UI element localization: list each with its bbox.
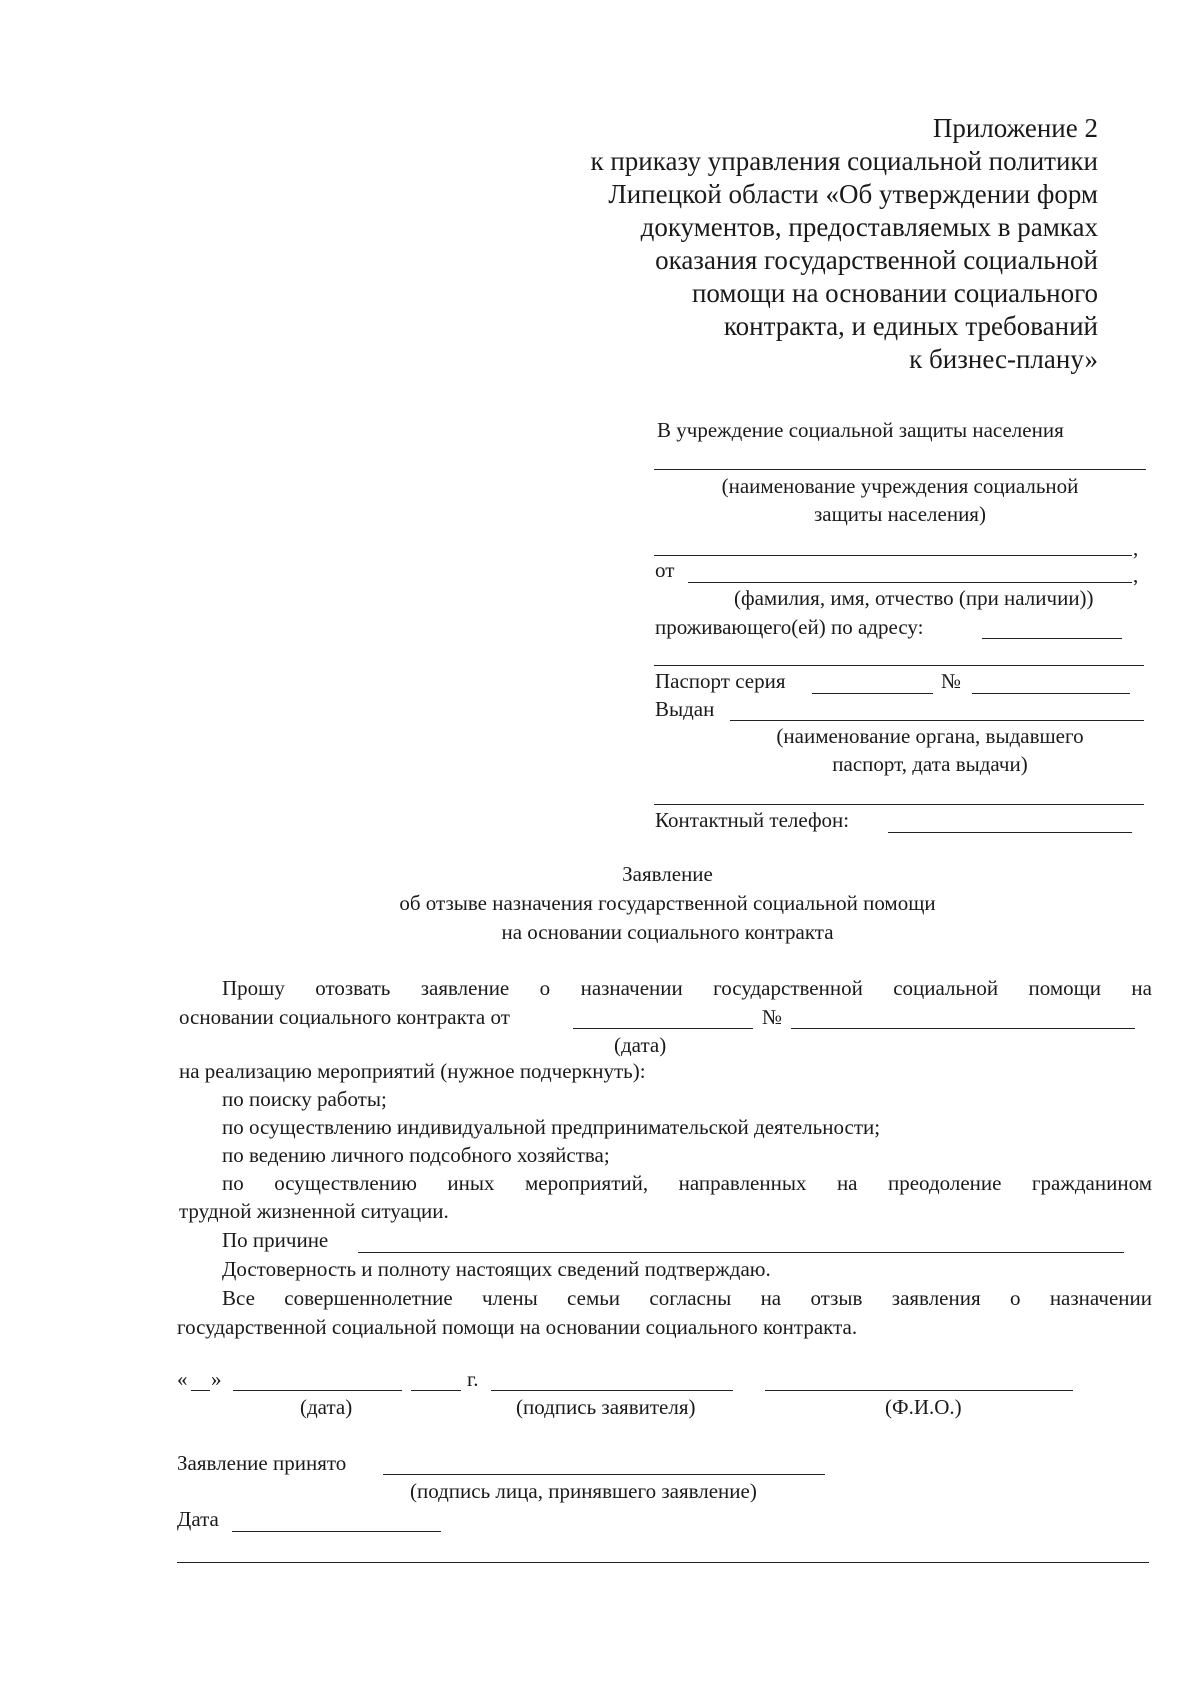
appendix-line-5: оказания государственной социальной	[655, 245, 1098, 275]
contract-number-field[interactable]	[791, 1028, 1135, 1029]
measure-other-line-2: трудной жизненной ситуации.	[179, 1199, 449, 1223]
measure-other-line-1: по осуществлению иных мероприятий, направленных на преодоление гражданином	[222, 1171, 1152, 1195]
comma-1: ,	[1133, 536, 1139, 560]
passport-number-field[interactable]	[972, 693, 1130, 694]
issued-label: Выдан	[655, 697, 715, 721]
address-field-2[interactable]	[654, 665, 1144, 666]
measure-entrepreneurship: по осуществлению индивидуальной предпринимательской деятельности;	[222, 1115, 881, 1139]
title-line-2: об отзыве назначения государственной социальной помощи	[399, 891, 936, 915]
passport-series-field[interactable]	[812, 693, 933, 694]
measure-job-search: по поиску работы;	[222, 1087, 387, 1111]
appendix-line-1: Приложение 2	[932, 113, 1098, 143]
cut-line-divider	[177, 1562, 1149, 1563]
family-consent-line-2: государственной социальной помощи на основании социального контракта.	[177, 1315, 858, 1339]
phone-field[interactable]	[888, 832, 1132, 833]
appendix-line-8: к бизнес-плану»	[909, 344, 1098, 374]
contract-date-hint: (дата)	[614, 1033, 667, 1057]
accepted-hint: (подпись лица, принявшего заявление)	[410, 1479, 757, 1503]
acceptance-date-label: Дата	[177, 1507, 219, 1531]
quote-open: «	[177, 1367, 188, 1391]
request-line-1: Прошу отозвать заявление о назначении государственной социальной помощи на	[222, 976, 1152, 1000]
appendix-line-2: к приказу управления социальной политики	[590, 146, 1098, 176]
address-field-1[interactable]	[982, 638, 1122, 639]
issuer-hint-1: (наименование органа, выдавшего	[776, 724, 1084, 748]
day-field[interactable]	[191, 1390, 210, 1391]
applicant-extra-field[interactable]	[654, 555, 1132, 556]
appendix-line-7: контракта, и единых требований	[723, 311, 1098, 341]
request-line-2: основании социального контракта от	[179, 1005, 510, 1029]
reason-field[interactable]	[358, 1252, 1124, 1253]
sign-signature-hint: (подпись заявителя)	[516, 1395, 696, 1419]
contract-number-sign: №	[762, 1005, 783, 1029]
contract-date-field[interactable]	[573, 1028, 753, 1029]
applicant-name-field[interactable]	[688, 582, 1132, 583]
accepted-label: Заявление принято	[177, 1451, 347, 1475]
institution-name-field[interactable]	[654, 469, 1146, 470]
applicant-fio-field[interactable]	[765, 1390, 1073, 1391]
sign-date-hint: (дата)	[300, 1395, 353, 1419]
title-line-1: Заявление	[622, 862, 713, 886]
phone-label: Контактный телефон:	[655, 808, 850, 832]
applicant-signature-field[interactable]	[491, 1390, 733, 1391]
year-suffix: г.	[467, 1367, 479, 1391]
appendix-line-6: помощи на основании социального	[691, 278, 1098, 308]
issued-by-field[interactable]	[730, 720, 1144, 721]
appendix-line-4: документов, предоставляемых в рамках	[640, 212, 1098, 242]
to-institution-label: В учреждение социальной защиты населения	[657, 418, 1064, 442]
measure-household-farming: по ведению личного подсобного хозяйства;	[222, 1143, 610, 1167]
passport-series-label: Паспорт серия	[655, 669, 786, 693]
year-field[interactable]	[411, 1390, 461, 1391]
family-consent-line-1: Все совершеннолетние члены семьи согласны на отзыв заявления о назначении	[222, 1286, 1152, 1310]
measures-intro: на реализацию мероприятий (нужное подчеркнуть):	[179, 1059, 646, 1083]
sign-fio-hint: (Ф.И.О.)	[885, 1395, 962, 1419]
issuer-hint-2: паспорт, дата выдачи)	[832, 752, 1028, 776]
month-field[interactable]	[233, 1390, 402, 1391]
accepted-by-field[interactable]	[383, 1474, 825, 1475]
quote-close: »	[211, 1367, 222, 1391]
comma-2: ,	[1133, 563, 1139, 587]
institution-hint-1: (наименование учреждения социальной	[721, 474, 1079, 498]
from-label: от	[655, 558, 675, 582]
appendix-line-3: Липецкой области «Об утверждении форм	[608, 179, 1098, 209]
acceptance-date-field[interactable]	[232, 1531, 441, 1532]
address-label: проживающего(ей) по адресу:	[655, 615, 924, 639]
confirmation-text: Достоверность и полноту настоящих сведений подтверждаю.	[222, 1257, 771, 1281]
institution-hint-2: защиты населения)	[814, 502, 986, 526]
name-hint: (фамилия, имя, отчество (при наличии))	[734, 586, 1094, 610]
issued-by-field-2[interactable]	[654, 804, 1144, 805]
passport-number-sign: №	[941, 669, 962, 693]
reason-label: По причине	[222, 1228, 329, 1252]
title-line-3: на основании социального контракта	[501, 920, 834, 944]
